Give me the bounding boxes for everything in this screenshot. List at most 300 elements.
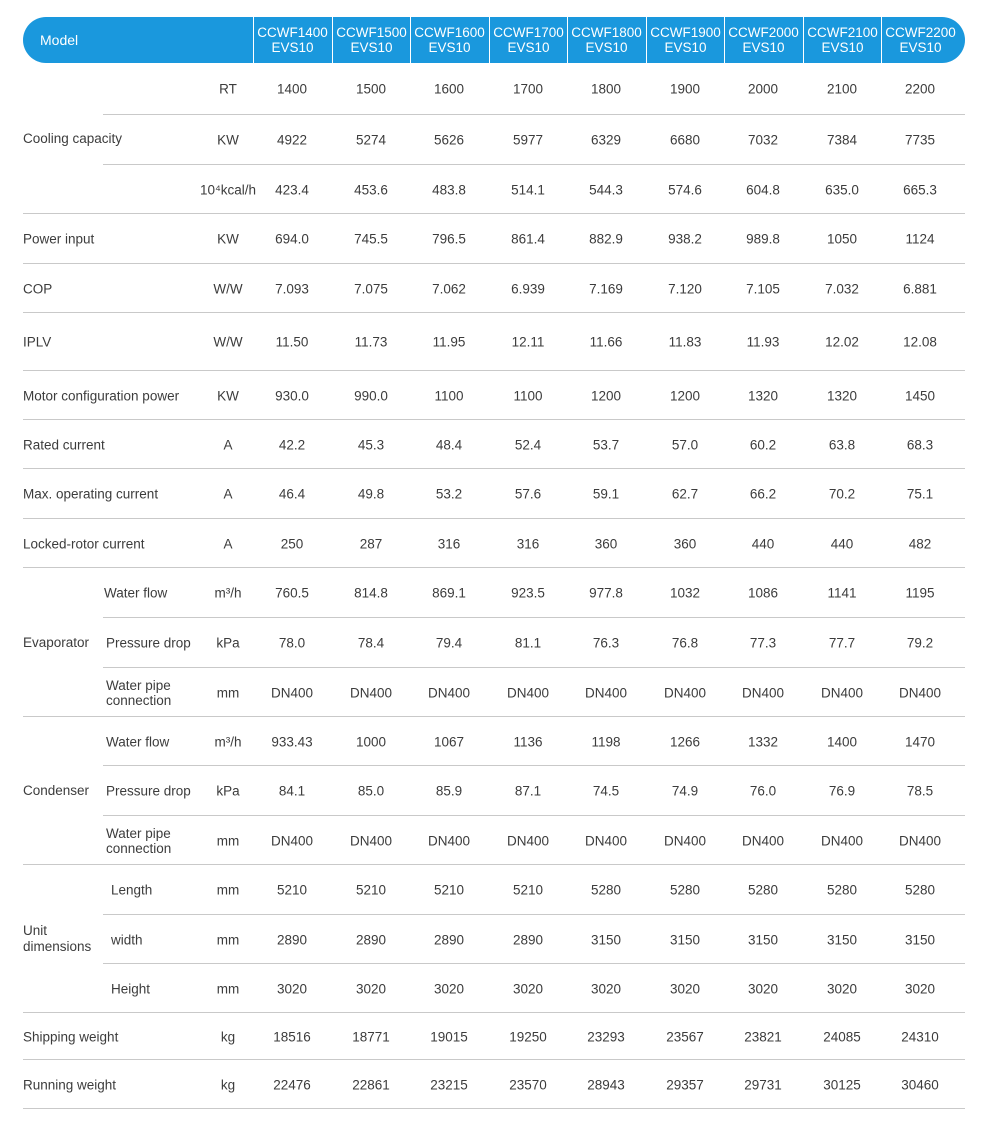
table-cell: DN400: [427, 833, 471, 848]
sub-row-label-line: Height: [111, 981, 151, 996]
table-cell: DN400: [506, 685, 550, 700]
unit-label: KW: [217, 388, 239, 403]
row-label: Max. operating current: [23, 486, 159, 502]
table-cell: 3020: [747, 981, 779, 996]
table-cell: 22476: [273, 1077, 311, 1092]
table-cell: 7.120: [668, 281, 702, 296]
unit-label: mm: [216, 685, 240, 700]
table-cell: 74.9: [671, 783, 699, 799]
table-cell: 1500: [355, 81, 387, 97]
unit-label: kPa: [216, 783, 240, 799]
model-header-line: EVS10: [585, 40, 628, 55]
sub-row-label-line: width: [111, 932, 143, 947]
table-header: [23, 17, 965, 63]
model-header-cell: [489, 17, 567, 63]
sub-row-label-line: Water pipe: [106, 825, 171, 841]
table-cell: 3020: [904, 981, 936, 996]
table-cell: 440: [751, 536, 775, 551]
table-cell: 5210: [276, 882, 308, 898]
table-cell: 5977: [512, 132, 544, 148]
spec-table: [23, 17, 965, 1092]
table-cell: 46.4: [278, 486, 306, 502]
model-header-line: EVS10: [821, 40, 864, 55]
table-cell: 544.3: [589, 182, 623, 197]
table-cell: 360: [673, 536, 697, 551]
row-divider: [23, 1108, 965, 1109]
table-cell: 74.5: [592, 783, 620, 799]
sub-row-label: [106, 636, 191, 651]
model-header-label: Model: [40, 32, 79, 48]
group-label: [23, 783, 89, 799]
unit-label: A: [223, 486, 233, 502]
unit-label: A: [223, 437, 233, 452]
sub-row-label: [111, 981, 150, 996]
model-header-line: CCWF1900: [650, 25, 721, 40]
row-label: Running weight: [23, 1077, 117, 1092]
table-cell: 30125: [823, 1077, 861, 1092]
table-row: [23, 371, 965, 420]
row-label: Shipping weight: [23, 1029, 119, 1044]
table-cell: 1136: [513, 734, 543, 749]
table-cell: 23570: [509, 1077, 547, 1092]
row-label: IPLV: [23, 334, 52, 350]
table-cell: 1470: [904, 734, 936, 749]
table-cell: 7.093: [275, 281, 309, 296]
table-cell: 3020: [826, 981, 858, 996]
model-header-line: CCWF2100: [807, 25, 878, 40]
table-cell: DN400: [898, 685, 942, 700]
sub-row-label: [104, 586, 167, 601]
table-cell: 77.3: [749, 635, 777, 651]
table-cell: 423.4: [275, 182, 309, 197]
table-row: [23, 1013, 965, 1060]
table-cell: 5274: [355, 132, 387, 148]
unit-label: A: [223, 536, 233, 551]
table-cell: 1332: [747, 734, 779, 749]
table-row: [23, 717, 965, 766]
table-cell: 1195: [905, 585, 935, 601]
table-cell: 3150: [826, 932, 858, 947]
table-cell: 1800: [590, 81, 622, 97]
table-cell: 76.9: [828, 783, 856, 799]
table-row: [23, 964, 965, 1013]
unit-label: mm: [216, 833, 240, 848]
table-cell: 68.3: [906, 437, 934, 452]
table-cell: 75.1: [906, 486, 934, 502]
table-cell: 2890: [512, 932, 544, 947]
table-cell: 2890: [276, 932, 308, 947]
model-header-cell: [881, 17, 959, 63]
table-cell: 977.8: [589, 585, 623, 601]
table-cell: DN400: [663, 833, 707, 848]
table-cell: 11.73: [354, 334, 388, 350]
table-cell: 861.4: [511, 231, 545, 247]
table-cell: 29357: [666, 1077, 704, 1092]
table-cell: 59.1: [592, 486, 620, 502]
table-cell: 1100: [513, 388, 543, 403]
unit-label: KW: [217, 132, 239, 148]
sub-row-label: [106, 826, 171, 856]
table-cell: 1198: [591, 734, 621, 749]
table-cell: 60.2: [749, 437, 777, 452]
table-cell: 796.5: [432, 231, 466, 247]
table-row: [23, 420, 965, 469]
table-row: [23, 766, 965, 816]
table-cell: 22861: [352, 1077, 390, 1092]
table-cell: 665.3: [903, 182, 937, 197]
table-cell: 882.9: [589, 231, 623, 247]
table-cell: 5280: [669, 882, 701, 898]
table-cell: 1200: [590, 388, 622, 403]
table-cell: 1000: [355, 734, 387, 749]
row-label: COP: [23, 281, 53, 296]
table-row: [23, 865, 965, 915]
table-cell: 7.062: [432, 281, 466, 296]
table-row: [23, 63, 965, 115]
table-cell: 3020: [433, 981, 465, 996]
table-cell: 250: [280, 536, 304, 551]
table-cell: 62.7: [671, 486, 699, 502]
model-header-line: EVS10: [742, 40, 785, 55]
model-header-cell: [332, 17, 410, 63]
table-cell: 316: [516, 536, 540, 551]
table-cell: 48.4: [435, 437, 463, 452]
table-cell: 77.7: [828, 635, 856, 651]
table-cell: 11.66: [589, 334, 623, 350]
table-row: [23, 165, 965, 214]
table-cell: DN400: [349, 833, 393, 848]
table-cell: 57.0: [671, 437, 699, 452]
table-cell: 3150: [904, 932, 936, 947]
group-label-line: dimensions: [23, 939, 92, 954]
table-cell: 5210: [512, 882, 544, 898]
table-cell: 4922: [276, 132, 308, 148]
table-cell: DN400: [427, 685, 471, 700]
table-cell: 6.881: [903, 281, 937, 296]
table-cell: 3150: [590, 932, 622, 947]
table-cell: DN400: [349, 685, 393, 700]
model-header-line: EVS10: [664, 40, 707, 55]
sub-row-label-line: connection: [106, 692, 172, 708]
model-header-line: EVS10: [350, 40, 393, 55]
table-cell: 53.2: [435, 486, 463, 502]
table-cell: 1124: [905, 231, 935, 247]
table-cell: DN400: [584, 685, 628, 700]
table-cell: 1450: [904, 388, 936, 403]
table-cell: 12.02: [825, 334, 859, 350]
model-header-line: EVS10: [271, 40, 314, 55]
table-cell: 5210: [355, 882, 387, 898]
table-cell: 81.1: [514, 635, 542, 651]
table-cell: 78.4: [357, 635, 385, 651]
table-cell: 66.2: [749, 486, 777, 502]
table-cell: 923.5: [511, 585, 545, 601]
group-label-line: Unit: [23, 923, 48, 938]
table-cell: 287: [359, 536, 383, 551]
table-cell: 5280: [904, 882, 936, 898]
table-cell: 12.08: [903, 334, 937, 350]
table-cell: 1141: [827, 585, 857, 601]
table-cell: 2200: [904, 81, 936, 97]
table-cell: 19015: [430, 1029, 468, 1044]
model-header-cell: [724, 17, 802, 63]
table-cell: 3150: [669, 932, 701, 947]
unit-label: KW: [217, 231, 239, 247]
sub-row-label-line: Pressure drop: [106, 783, 191, 799]
table-cell: 85.0: [357, 783, 385, 799]
table-cell: 6.939: [511, 281, 545, 296]
table-cell: 3020: [669, 981, 701, 996]
table-cell: 45.3: [357, 437, 385, 452]
table-cell: 483.8: [432, 182, 466, 197]
table-cell: 5280: [826, 882, 858, 898]
table-cell: 5210: [433, 882, 465, 898]
table-row: [23, 816, 965, 865]
model-header-line: EVS10: [899, 40, 942, 55]
table-cell: 19250: [509, 1029, 547, 1044]
table-cell: DN400: [820, 833, 864, 848]
table-cell: 18771: [352, 1029, 390, 1044]
table-cell: DN400: [270, 833, 314, 848]
table-cell: 1200: [669, 388, 701, 403]
table-cell: 3020: [276, 981, 308, 996]
table-cell: 85.9: [435, 783, 463, 799]
unit-label: m³/h: [214, 585, 242, 601]
sub-row-label-line: Pressure drop: [106, 635, 191, 651]
table-cell: 76.8: [671, 635, 699, 651]
table-cell: 23821: [744, 1029, 782, 1044]
table-cell: 7735: [904, 132, 936, 148]
table-cell: 7384: [826, 132, 858, 148]
table-cell: 930.0: [275, 388, 309, 403]
table-cell: 1266: [669, 734, 701, 749]
model-header-line: CCWF2000: [728, 25, 799, 40]
table-cell: 23293: [587, 1029, 625, 1044]
table-cell: 316: [437, 536, 461, 551]
group-label: [23, 923, 91, 955]
table-cell: 7.075: [354, 281, 388, 296]
table-cell: 87.1: [514, 783, 542, 799]
model-header-line: CCWF1600: [414, 25, 485, 40]
table-cell: 79.2: [906, 635, 934, 651]
table-cell: 76.0: [749, 783, 777, 799]
table-cell: 5280: [590, 882, 622, 898]
model-header-line: CCWF1700: [493, 25, 564, 40]
table-cell: DN400: [506, 833, 550, 848]
table-cell: 814.8: [354, 585, 388, 601]
sub-row-label-line: Water flow: [106, 734, 170, 749]
unit-label: W/W: [213, 334, 243, 350]
table-row: [23, 115, 965, 165]
table-cell: 1700: [512, 81, 544, 97]
table-cell: 514.1: [511, 182, 545, 197]
table-cell: 635.0: [825, 182, 859, 197]
unit-label: W/W: [213, 281, 243, 296]
table-cell: 694.0: [275, 231, 309, 247]
table-row: [23, 214, 965, 264]
table-cell: 760.5: [275, 585, 309, 601]
table-cell: 79.4: [435, 635, 463, 651]
group-label-line: Cooling capacity: [23, 130, 123, 146]
table-cell: 53.7: [592, 437, 620, 452]
table-row: [23, 313, 965, 371]
table-cell: 24310: [901, 1029, 939, 1044]
model-header-line: CCWF2200: [885, 25, 956, 40]
table-cell: 12.11: [511, 334, 545, 350]
unit-label: kg: [220, 1029, 236, 1044]
table-cell: DN400: [270, 685, 314, 700]
sub-row-label: [111, 932, 143, 947]
table-cell: 440: [830, 536, 854, 551]
model-header-line: CCWF1800: [571, 25, 642, 40]
table-cell: 28943: [587, 1077, 625, 1092]
table-cell: 938.2: [668, 231, 702, 247]
sub-row-label: [111, 883, 152, 898]
table-cell: 30460: [901, 1077, 939, 1092]
unit-label: mm: [216, 932, 240, 947]
table-row: [23, 1060, 965, 1109]
table-cell: 989.8: [746, 231, 780, 247]
group-label: [23, 635, 89, 651]
table-cell: 1900: [669, 81, 701, 97]
group-label-line: Condenser: [23, 783, 90, 798]
sub-row-label: [106, 678, 171, 708]
table-cell: 7.169: [589, 281, 623, 296]
table-cell: 78.0: [278, 635, 306, 651]
table-cell: 604.8: [746, 182, 780, 197]
table-cell: DN400: [584, 833, 628, 848]
table-cell: 3020: [355, 981, 387, 996]
table-cell: DN400: [820, 685, 864, 700]
table-cell: 24085: [823, 1029, 861, 1044]
model-header-line: EVS10: [428, 40, 471, 55]
table-cell: 52.4: [514, 437, 542, 452]
model-header-line: EVS10: [507, 40, 550, 55]
table-cell: 49.8: [357, 486, 385, 502]
table-cell: 7.032: [825, 281, 859, 296]
model-header-cell: [567, 17, 645, 63]
table-cell: 70.2: [828, 486, 856, 502]
unit-label: kPa: [216, 635, 240, 651]
sub-row-label: [106, 784, 191, 799]
table-cell: 3020: [590, 981, 622, 996]
table-cell: 18516: [273, 1029, 311, 1044]
table-cell: 23567: [666, 1029, 704, 1044]
table-cell: 3150: [747, 932, 779, 947]
table-cell: 1400: [276, 81, 308, 97]
unit-label: RT: [219, 81, 237, 97]
table-cell: 5626: [433, 132, 465, 148]
table-cell: DN400: [741, 833, 785, 848]
table-row: [23, 618, 965, 668]
table-cell: 1086: [747, 585, 779, 601]
table-cell: 1400: [826, 734, 858, 749]
table-row: [23, 469, 965, 519]
table-cell: 2100: [826, 81, 858, 97]
table-cell: 2000: [747, 81, 779, 97]
table-cell: 57.6: [514, 486, 542, 502]
table-cell: DN400: [663, 685, 707, 700]
unit-label: mm: [216, 882, 240, 898]
unit-label: mm: [216, 981, 240, 996]
table-cell: 7032: [747, 132, 779, 148]
table-cell: 1067: [433, 734, 465, 749]
unit-label: m³/h: [214, 734, 242, 749]
sub-row-label-line: Length: [111, 882, 153, 898]
table-row: [23, 264, 965, 313]
group-label-line: Evaporator: [23, 634, 90, 650]
table-cell: 3020: [512, 981, 544, 996]
table-cell: 42.2: [278, 437, 306, 452]
table-cell: 2890: [355, 932, 387, 947]
model-header-cell: [646, 17, 724, 63]
table-row: [23, 519, 965, 568]
table-cell: 63.8: [828, 437, 856, 452]
table-row: [23, 915, 965, 964]
table-cell: 76.3: [592, 635, 620, 651]
table-cell: DN400: [898, 833, 942, 848]
row-label: Rated current: [23, 437, 105, 452]
sub-row-label: [106, 734, 169, 749]
row-label: Locked-rotor current: [23, 536, 145, 551]
table-cell: 453.6: [354, 182, 388, 197]
row-label: Motor configuration power: [23, 388, 180, 403]
table-cell: 11.95: [432, 334, 466, 350]
sub-row-label-line: Water flow: [104, 585, 168, 601]
table-cell: 11.50: [275, 334, 309, 350]
table-cell: 11.83: [668, 334, 702, 350]
table-row: [23, 668, 965, 717]
table-cell: 11.93: [746, 334, 780, 350]
table-cell: 6329: [590, 132, 622, 148]
table-cell: 5280: [747, 882, 779, 898]
row-label: Power input: [23, 231, 95, 247]
model-header-cell: [803, 17, 881, 63]
model-header-cell: [253, 17, 331, 63]
table-cell: 869.1: [432, 585, 466, 601]
table-cell: 745.5: [354, 231, 388, 247]
table-cell: DN400: [741, 685, 785, 700]
table-cell: 29731: [744, 1077, 782, 1092]
table-cell: 933.43: [271, 734, 313, 749]
table-cell: 1050: [826, 231, 858, 247]
table-cell: 990.0: [354, 388, 388, 403]
table-cell: 84.1: [278, 783, 306, 799]
table-cell: 6680: [669, 132, 701, 148]
group-label: [23, 131, 122, 147]
table-cell: 78.5: [906, 783, 934, 799]
unit-label: kg: [220, 1077, 236, 1092]
table-cell: 23215: [430, 1077, 468, 1092]
sub-row-label-line: Water pipe: [106, 677, 171, 693]
sub-row-label-line: connection: [106, 840, 172, 856]
model-header-cell: [410, 17, 488, 63]
table-cell: 7.105: [746, 281, 780, 296]
table-cell: 1320: [747, 388, 779, 403]
table-cell: 574.6: [668, 182, 702, 197]
unit-label: 10⁴kcal/h: [199, 182, 257, 197]
model-header-line: CCWF1400: [257, 25, 328, 40]
table-cell: 1100: [434, 388, 464, 403]
table-cell: 482: [908, 536, 932, 551]
table-cell: 360: [594, 536, 618, 551]
table-cell: 1320: [826, 388, 858, 403]
table-row: [23, 568, 965, 618]
table-cell: 1600: [433, 81, 465, 97]
model-header-line: CCWF1500: [336, 25, 407, 40]
table-cell: 2890: [433, 932, 465, 947]
table-cell: 1032: [669, 585, 701, 601]
